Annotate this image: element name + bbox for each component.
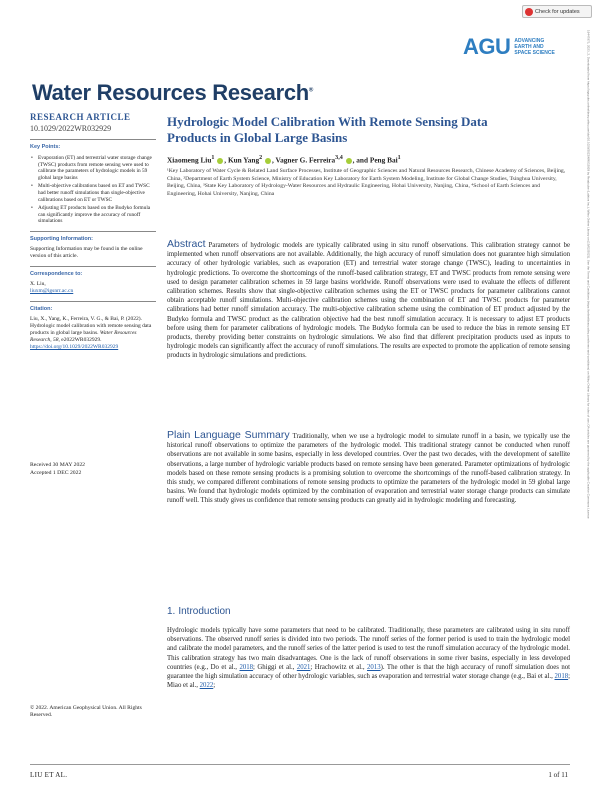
received-accepted-dates: [30, 462, 85, 477]
introduction-heading: 1. Introduction: [167, 606, 231, 617]
journal-title: Water Resources Research®: [32, 80, 314, 105]
footer-authors: LIU ET AL.: [30, 771, 68, 779]
key-points-list: [30, 155, 156, 225]
supporting-info-heading: Supporting Information:: [30, 235, 93, 242]
key-point: • Adjusting ET products based on the Budyko formula can significantly improve the accuracy of runoff simulations: [30, 205, 156, 225]
check-updates-label: Check for updates: [535, 8, 580, 15]
divider: [30, 266, 156, 267]
author-list: Xiaomeng Liu$^1$ , Kun Yang$^2$ , Vagner G. Ferreira$^{3,4}$ , and Peng Bai$^1$: [167, 155, 401, 165]
pls-text: Traditionally, when we use a hydrologic model to simulate runoff in a basin, we typically use the historical runoff observations to optimize the parameters of the hydrologic model. This traditional strategy cannot be conducted when runoff observations are not available in some basins, especially in less developed countries. Over the past two decades, with the development of satellite observations, a large number of hydrologic variable products based on remote sensing have been generated. Parameter optimizations of hydrologic models based on these remote sensing products is a promising solution to overcome the shortcomings of the runoff-based calibration strategy. In this study, we compared different combinations of remote sensing products to optimize the parameters of the hydrologic model in 59 global large basins. We found that hydrologic models optimized by the combination of evaporation and terrestrial water storage change products can simulate runoff well. This study gives us confidence that remote sensing products can greatly aid in hydrologic modeling and forecasting.: [167, 433, 571, 505]
reference-link[interactable]: 2018: [554, 673, 569, 681]
agu-tagline: ADVANCING EARTH AND SPACE SCIENCE: [514, 38, 555, 56]
introduction-text: Hydrologic models typically have some parameters that need to be calibrated. Traditionally, these parameters are calibrated using in situ runoff observations. The observed runoff series is divided into two periods. The runoff series of the former period is used to train the hydrologic model and calibrate the model parameters, and the runoff series of the latter period is used to test the runoff simulation accuracy of the hydrologic model. This calibration strategy has two main disadvantages. One is the lack of runoff observations in some river basins, especially in less developed countries (e.g., Do et al., 2018; Ghiggi et al., 2021; Hrachowitz et al., 2013). The other is that the high accuracy of runoff simulation does not guarantee the high simulation accuracy of other hydrologic variables, such as evaporation and terrestrial water storage change (e.g., Bai et al., 2018; Miao et al., 2022;: [167, 627, 571, 690]
agu-wordmark: AGU: [463, 34, 511, 59]
crossmark-icon: [525, 8, 533, 16]
orcid-icon[interactable]: [217, 158, 223, 164]
agu-logo[interactable]: [463, 34, 555, 60]
divider: [30, 301, 156, 302]
reference-link[interactable]: 2013: [367, 663, 381, 671]
accepted-date: Accepted 1 DEC 2022: [30, 469, 82, 476]
page-number: 1 of 11: [548, 771, 568, 779]
check-for-updates-button[interactable]: [522, 5, 592, 18]
abstract-heading: Abstract: [167, 238, 206, 250]
divider: [30, 139, 156, 140]
received-date: Received 30 MAY 2022: [30, 462, 86, 468]
key-point: • Multi-objective calibrations based on ET and TWSC had better runoff simulations than single-objective calibrations based on ET or TWSC: [30, 183, 156, 203]
left-sidebar: [30, 112, 156, 351]
copyright-notice: © 2022. American Geophysical Union. All Rights Reserved.: [30, 705, 142, 719]
citation-text: Liu, X., Yang, K., Ferreira, V. G., & Bai, P. (2022). Hydrologic model calibration with remote sensing data products in global large basins. Water Resources Research, 58, e2022WR032929. https://doi.org/10.1029/2022WR032929: [30, 315, 152, 350]
plain-language-summary: [167, 431, 570, 506]
author-name: Peng Bai: [369, 155, 398, 165]
divider: [30, 231, 156, 232]
author-name: Vagner G. Ferreira: [275, 155, 336, 165]
download-side-strip: 19447973, 2023, 2, Downloaded from https://agupubs.onlinelibrary.wiley.com/doi/10.1029/2022WR032929 by Readcube (Labtiva Inc.), Wiley Online Library on [15/02/2023]. See the Terms and Conditions (https://onlinelibrary.wiley.com/terms-and-conditions) on Wiley Online Library for rules of use; OA articles are governed by the applicable Creative Commons License: [586, 30, 591, 519]
key-points-heading: Key Points:: [30, 144, 61, 150]
reference-link[interactable]: 2022: [199, 682, 214, 690]
orcid-icon[interactable]: [265, 158, 271, 164]
reference-link[interactable]: 2021: [296, 663, 311, 671]
pls-heading: Plain Language Summary: [167, 429, 290, 441]
author-name: Kun Yang: [227, 155, 260, 165]
doi: 10.1029/2022WR032929: [30, 124, 112, 133]
article-type: RESEARCH ARTICLE: [30, 112, 131, 122]
citation-heading: Citation:: [30, 305, 53, 312]
abstract: [167, 240, 570, 361]
key-point: • Evaporation (ET) and terrestrial water storage change (TWSC) products from remote sensing were used to calibrate the parameters of hydrologic models in 59 global large basins: [30, 155, 156, 181]
correspondence-name: X. Liu,: [30, 280, 46, 287]
correspondence-email-link[interactable]: liuxm@igsnrr.ac.cn: [30, 287, 74, 294]
author-name: Xiaomeng Liu: [167, 155, 212, 165]
affiliations: ¹Key Laboratory of Water Cycle & Related Land Surface Processes, Institute of Geographic Sciences and Natural Resources Research, Chinese Academy of Sciences, Beijing, China, ²Department of Earth System Science, Ministry of Education Key Laboratory for Earth System Modeling, Institute for Global Change Studies, Tsinghua University, Beijing, China, ³State Key Laboratory of Hydrology-Water Resources and Hydraulic Engineering, Hohai University, Nanjing, China, ⁴School of Earth Sciences and Engineering, Hohai University, Nanjing, China: [167, 168, 566, 197]
footer-divider: [30, 764, 570, 765]
citation-doi-link[interactable]: https://doi.org/10.1029/2022WR032929: [30, 343, 119, 350]
reference-link[interactable]: 2018: [239, 663, 254, 671]
orcid-icon[interactable]: [346, 158, 352, 164]
supporting-info-text: Supporting Information may be found in the online version of this article.: [30, 245, 143, 259]
paper-title: Hydrologic Model Calibration With Remote Sensing Data Products in Global Large Basins: [167, 114, 488, 145]
abstract-text: Parameters of hydrologic models are typically calibrated using in situ runoff observations. This calibration strategy cannot be implemented when runoff observations are not available. Additionally, the high accuracy of runoff simulation does not guarantee high simulation accuracy of other hydrologic variables, such as evaporation (ET) and terrestrial water storage change (TWSC), leading to uncertainties in hydrologic predictions. To overcome the shortcomings of the runoff-based calibration strategy, ET and TWSC products from remote sensing were used to design parameter calibration schemes in 59 large basins worldwide. Runoff observations were used to evaluate the effects of different calibration schemes. Results show that single-objective calibration schemes using the ET or TWSC products for parameter calibrations cannot obtain acceptable runoff simulations. Multi-objective calibration schemes using the combination of ET and TWSC products for parameter calibrations had better runoff simulation accuracy. The multi-objective calibration scheme using the combination of ET product adjusted by the Budyko formula and TWSC product as the calibration objective had the best runoff simulation accuracy. It is necessary to adjust ET products before using them for parameter calibrations of hydrologic models. The Budyko formula can be used to reduce the bias in remote sensing ET products, thereby providing better constraints on hydrologic simulations. We also find that different precipitation products used as inputs to hydrologic models can significantly affect the accuracy of runoff simulations. The results are expected to promote the application of remote sensing products in hydrologic simulations and predictions.: [167, 242, 570, 360]
correspondence-heading: Correspondence to:: [30, 270, 83, 277]
